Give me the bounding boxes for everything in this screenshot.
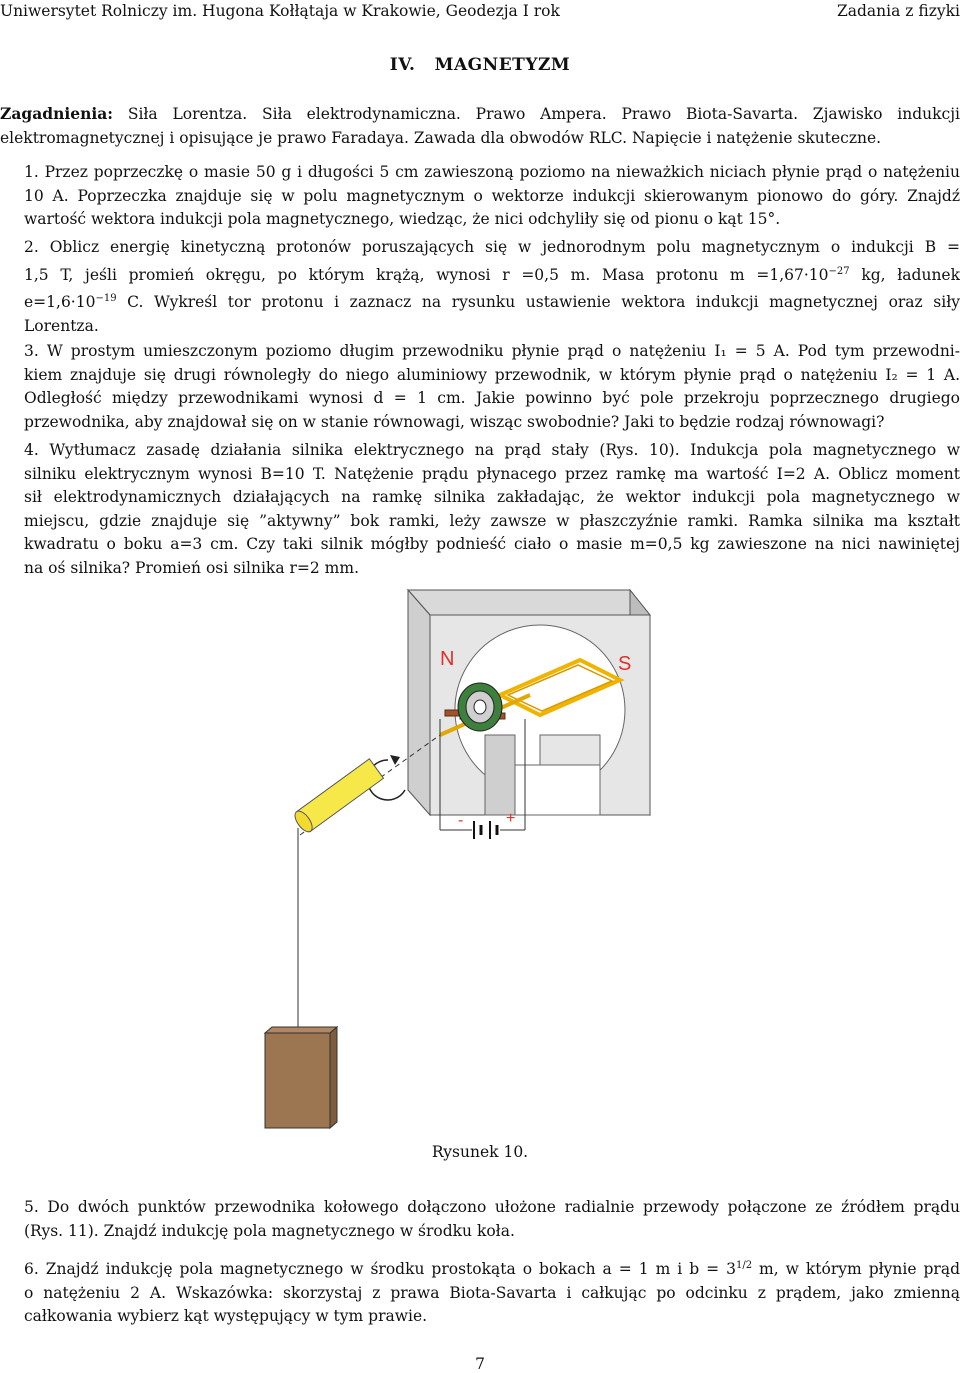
problem-2-line-2-end: kg, ładunek (849, 265, 960, 284)
weight-top (265, 1027, 337, 1033)
topics-paragraph (0, 102, 960, 150)
problem-3-line-1: 3. W prostym umieszczonym poziomo długim przewodniku płynie prąd o natężeniu I₁ = 5 A. Pod tym przewodni- (24, 342, 960, 360)
problem-6 (24, 1254, 960, 1329)
header-course: Zadania z fizyki (837, 2, 960, 20)
problem-2-line-3-end: C. Wykreśl tor protonu i zaznacz na rysunku ustawienie wektora indukcji magnetycznej oraz siły (116, 293, 960, 312)
problem-2-line-1: 2. Oblicz energię kinetyczną protonów poruszających się w jednorodnym polu magnetycznym o indukcji B = (24, 238, 960, 256)
motor-diagram (240, 585, 700, 1130)
problem-6-line-1-exp: 1/2 (735, 1260, 753, 1271)
problem-2-line-3-text: e=1,6·10 (24, 293, 96, 312)
problem-2-line-2 (24, 260, 960, 288)
topics-label: Zagadnienia: (0, 104, 114, 123)
problem-5 (24, 1196, 960, 1243)
problem-5-line-1: 5. Do dwóch punktów przewodnika kołowego dołączono ułożone radialnie przewody połączone ze źródłem prądu (24, 1198, 960, 1216)
problem-3-line-2: kiem znajduje się drugi równoległy do niego aluminiowy przewodnik, w którym płynie prąd o natężeniu I₂ = 1 A. (24, 365, 960, 384)
magnet-slot-wall (485, 735, 515, 815)
figure-caption: Rysunek 10. (431, 1143, 529, 1161)
brush-left (445, 710, 459, 716)
problem-6-line-1 (24, 1254, 960, 1282)
problem-6-line-3: całkowania wybierz kąt występujący w tym prawie. (24, 1307, 428, 1326)
problem-3 (24, 340, 960, 434)
commutator-hole (474, 700, 486, 714)
topics-text: Siła Lorentza. Siła elektrodynamiczna. Prawo Ampera. Prawo Biota-Savarta. Zjawisko indukcji elektromagnetycznej i opisujące je prawo Faradaya. Zawada dla obwodów RLC. Napięcie i natężenie skuteczne. (0, 105, 960, 147)
problem-4 (24, 439, 960, 580)
problem-2-line-3 (24, 287, 960, 315)
problem-4-line-2: silniku elektrycznym wynosi B=10 T. Natężenie prądu płynacego przez ramkę ma wartość I=2 A. Oblicz moment (24, 464, 960, 483)
motor-figure (240, 585, 700, 1130)
roller (292, 759, 384, 835)
south-pole-label: S (618, 653, 632, 675)
problem-2-line-4: Lorentza. (24, 316, 99, 335)
section-title: IV. MAGNETYZM (389, 55, 571, 75)
problem-2-line-2-text: 1,5 T, jeśli promień okręgu, po którym krążą, wynosi r =0,5 m. Masa protonu m =1,67·10 (24, 265, 829, 284)
weight-box (265, 1033, 330, 1128)
problem-1-line-3: wartość wektora indukcji pola magnetycznego, wiedząc, że nici odchyliły się od pionu o kąt 15°. (24, 210, 781, 228)
battery-minus-label: - (458, 812, 464, 829)
rotation-arrow-head (390, 755, 400, 765)
magnet-left-face (408, 590, 430, 815)
problem-2-line-2-exp: −27 (828, 265, 850, 277)
problem-3-line-3: Odległość między przewodnikami wynosi d = 1 cm. Jakie powinno być pole przekroju poprzecznego drugiego (24, 389, 960, 407)
magnet-slot-gap (515, 765, 600, 815)
problem-2-line-3-exp: −19 (95, 293, 117, 305)
header-university: Uniwersytet Rolniczy im. Hugona Kołłątaja w Krakowie, Geodezja I rok (0, 2, 560, 20)
problem-5-line-2: (Rys. 11). Znajdź indukcję pola magnetycznego w środku koła. (24, 1221, 515, 1240)
weight-side (330, 1027, 337, 1128)
problem-4-line-6: na oś silnika? Promień osi silnika r=2 mm. (24, 558, 359, 577)
problem-1-line-2: 10 A. Poprzeczka znajduje się w polu magnetycznym o wektorze indukcji skierowanym pionowo do góry. Znajdź (24, 186, 960, 205)
problem-4-line-3: sił elektrodynamicznych działających na ramkę silnika zakładając, że wektor indukcji pola magnetycznego w (24, 488, 960, 506)
problem-4-line-1: 4. Wytłumacz zasadę działania silnika elektrycznego na prąd stały (Rys. 10). Indukcja pola magnetycznego w (24, 441, 960, 459)
problem-1 (24, 161, 960, 232)
problem-1-line-1: 1. Przez poprzeczkę o masie 50 g i długości 5 cm zawieszoną poziomo na nieważkich niciach płynie prąd o natężeniu (24, 163, 960, 181)
page-number: 7 (475, 1355, 485, 1373)
problem-6-line-2: o natężeniu 2 A. Wskazówka: skorzystaj z prawa Biota-Savarta i całkując po odcinku z prądem, jako zmienną (24, 1283, 960, 1302)
problem-2 (24, 236, 960, 338)
battery-plus-label: + (506, 810, 516, 827)
problem-6-line-1-text: 6. Znajdź indukcję pola magnetycznego w środku prostokąta o bokach a = 1 m i b = 3 (24, 1260, 736, 1279)
problem-6-line-1-end: m, w którym płynie prąd (752, 1260, 960, 1279)
problem-4-line-4: miejscu, gdzie znajduje się ”aktywny” bok ramki, leży zawsze w płaszczyźnie ramki. Ramka silnika ma kształt (24, 511, 960, 530)
problem-4-line-5: kwadratu o boku a=3 cm. Czy taki silnik mógłby podnieść ciało o masie m=0,5 kg zawieszone na nici nawiniętej (24, 535, 960, 553)
magnet-top-face (408, 590, 650, 615)
problem-3-line-4: przewodnika, aby znajdował się on w stanie równowagi, wisząc swobodnie? Jaki to będzie rodzaj równowagi? (24, 412, 885, 431)
page-header (0, 2, 960, 22)
north-pole-label: N (440, 648, 455, 670)
